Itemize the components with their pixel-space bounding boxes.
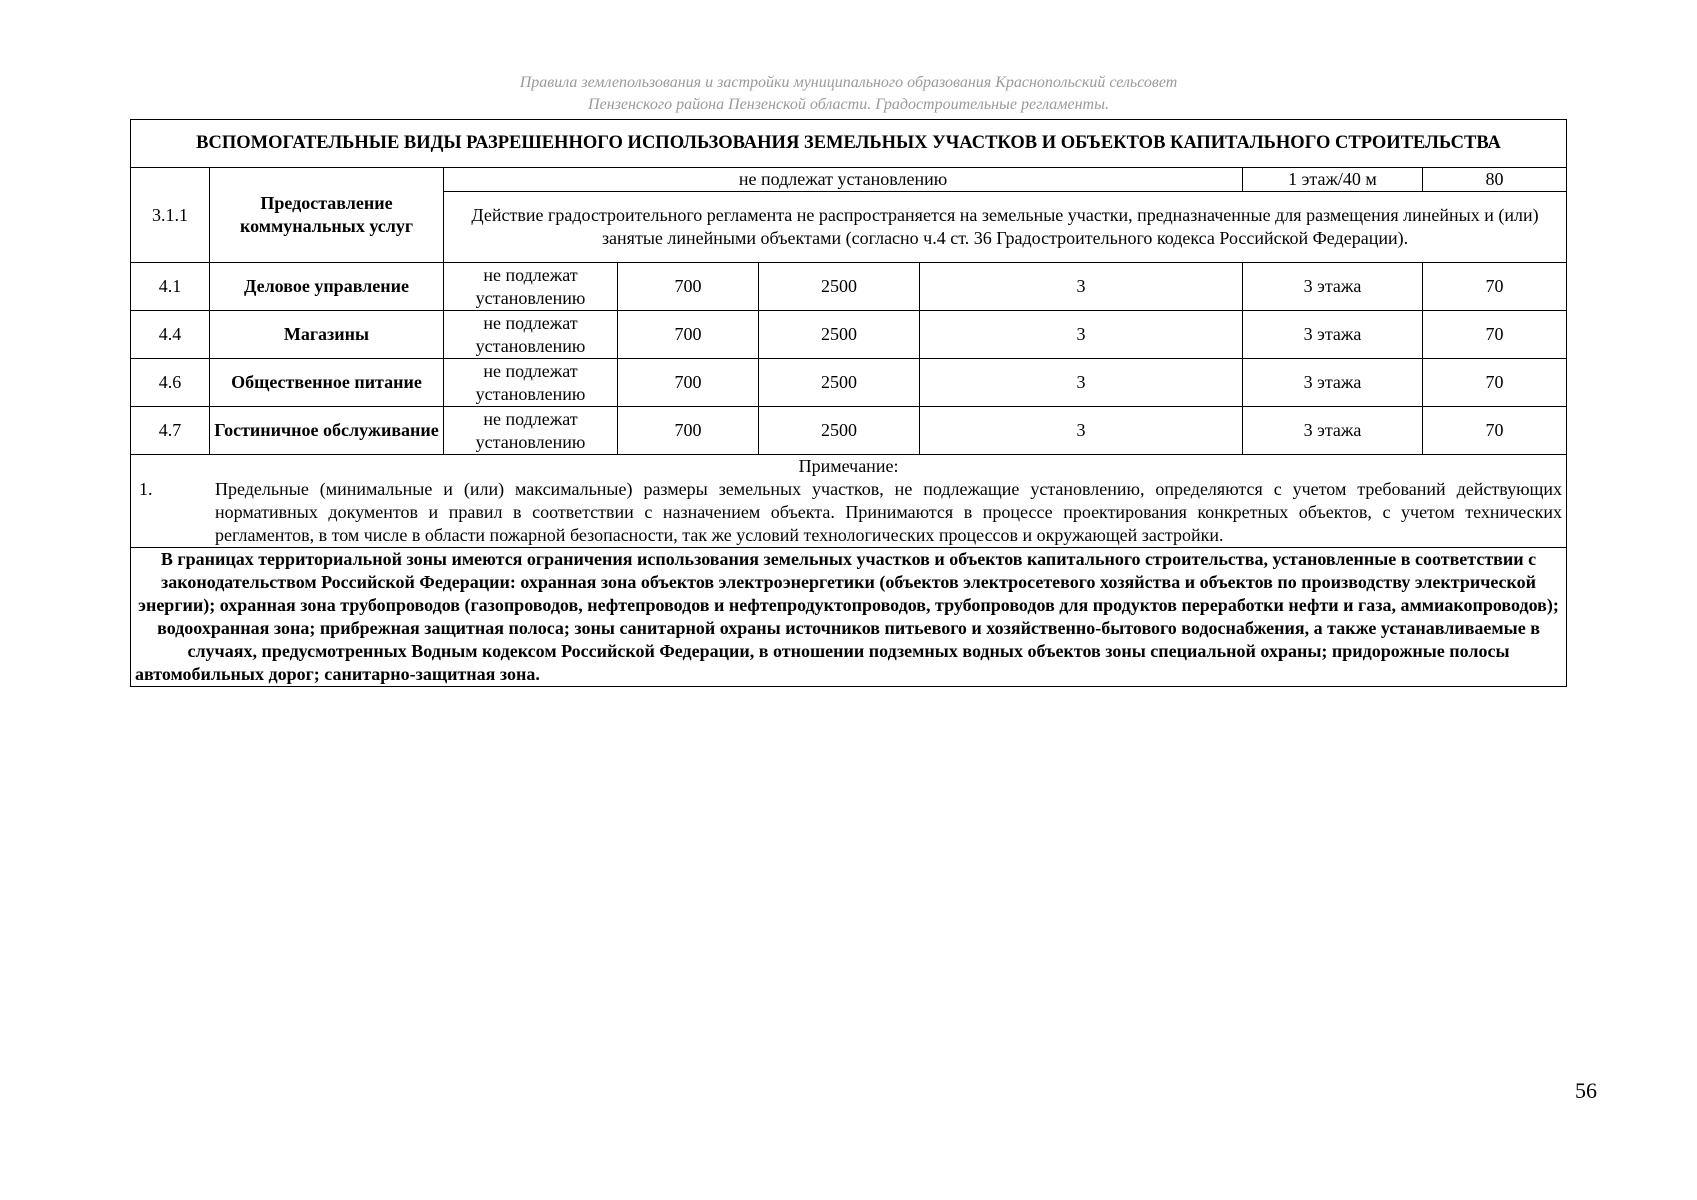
row-min-size: не подлежат установлению <box>444 311 618 359</box>
row-name: Общественное питание <box>210 359 444 407</box>
table-row <box>131 407 1567 455</box>
restrictions-text: В границах территориальной зоны имеются ограничения использования земельных участков и объектов капитального строительства, установленные в соответствии с законодательством Российской Федерации: охранная зона объектов электроэнергетики (объектов электросетевого хозяйства и объектов по производству электрической энергии); охранная зона трубопроводов (газопроводов, нефтепроводов и нефтепродуктопроводов, трубопроводов для продуктов переработки нефти и газа, аммиакопроводов); водоохранная зона; прибрежная защитная полоса; зоны санитарной охраны источников питьевого и хозяйственно-бытового водоснабжения, а также устанавливаемые в случаях, предусмотренных Водным кодексом Российской Федерации, в отношении подземных водных объектов зоны специальной охраны; придорожные полосы автомобильных дорог; санитарно-защитная зона. <box>131 548 1567 687</box>
row-value-1: 700 <box>618 359 759 407</box>
row-code: 4.6 <box>131 359 210 407</box>
row-value-1: 700 <box>618 407 759 455</box>
row-value-2: 2500 <box>759 311 920 359</box>
table-row <box>131 359 1567 407</box>
row-code: 4.4 <box>131 311 210 359</box>
row-value-1: 700 <box>618 311 759 359</box>
row-value-2: 2500 <box>759 263 920 311</box>
row-value-2: 2500 <box>759 407 920 455</box>
row-min-size: не подлежат установлению <box>444 359 618 407</box>
row-3-1-1-notice: Действие градостроительного регламента не распространяется на земельные участки, предназначенные для размещения линейных и (или) занятые линейными объектами (согласно ч.4 ст. 36 Градостроительного кодекса Российской Федерации). <box>444 192 1567 263</box>
row-code: 4.7 <box>131 407 210 455</box>
row-name-3-1-1: Предоставление коммунальных услуг <box>210 168 444 263</box>
row-floors: 3 этажа <box>1243 311 1423 359</box>
running-header <box>0 72 1697 116</box>
row-3-1-1-floors: 1 этаж/40 м <box>1243 168 1423 192</box>
table-row <box>131 311 1567 359</box>
row-code: 4.1 <box>131 263 210 311</box>
row-value-2: 2500 <box>759 359 920 407</box>
row-percent: 70 <box>1423 263 1567 311</box>
note-number: 1. <box>139 479 153 499</box>
row-floors: 3 этажа <box>1243 407 1423 455</box>
table-title: ВСПОМОГАТЕЛЬНЫЕ ВИДЫ РАЗРЕШЕННОГО ИСПОЛЬЗОВАНИЯ ЗЕМЕЛЬНЫХ УЧАСТКОВ И ОБЪЕКТОВ КАПИТАЛЬНОГО СТРОИТЕЛЬСТВА <box>131 120 1567 168</box>
note-item <box>135 478 1562 547</box>
note-text: Предельные (минимальные и (или) максимальные) размеры земельных участков, не подлежащие установлению, определяются с учетом требований действующих нормативных документов и правил в соответствии с назначением объекта. Принимаются в процессе проектирования конкретных объектов, с учетом технических регламентов, в том числе в области пожарной безопасности, так же условий технологических процессов и окружающей застройки. <box>215 479 1563 545</box>
row-name: Гостиничное обслуживание <box>210 407 444 455</box>
row-percent: 70 <box>1423 311 1567 359</box>
note-label: Примечание: <box>798 456 899 476</box>
regulations-table <box>130 119 1567 687</box>
note-cell <box>131 455 1567 548</box>
row-name: Магазины <box>210 311 444 359</box>
row-3-1-1-percent: 80 <box>1423 168 1567 192</box>
row-floors: 3 этажа <box>1243 359 1423 407</box>
row-3-1-1-size-value: не подлежат установлению <box>444 168 1243 192</box>
row-value-3: 3 <box>920 359 1243 407</box>
row-value-3: 3 <box>920 263 1243 311</box>
row-percent: 70 <box>1423 407 1567 455</box>
row-floors: 3 этажа <box>1243 263 1423 311</box>
running-header-line-1: Правила землепользования и застройки муниципального образования Краснопольский сельсовет <box>519 74 1178 91</box>
row-name: Деловое управление <box>210 263 444 311</box>
row-code-3-1-1: 3.1.1 <box>131 168 210 263</box>
row-value-3: 3 <box>920 311 1243 359</box>
row-min-size: не подлежат установлению <box>444 407 618 455</box>
page-number: 56 <box>1575 1078 1597 1103</box>
row-value-3: 3 <box>920 407 1243 455</box>
row-value-1: 700 <box>618 263 759 311</box>
running-header-line-2: Пензенского района Пензенской области. Градостроительные регламенты. <box>588 96 1109 113</box>
row-percent: 70 <box>1423 359 1567 407</box>
table-row <box>131 263 1567 311</box>
row-min-size: не подлежат установлению <box>444 263 618 311</box>
